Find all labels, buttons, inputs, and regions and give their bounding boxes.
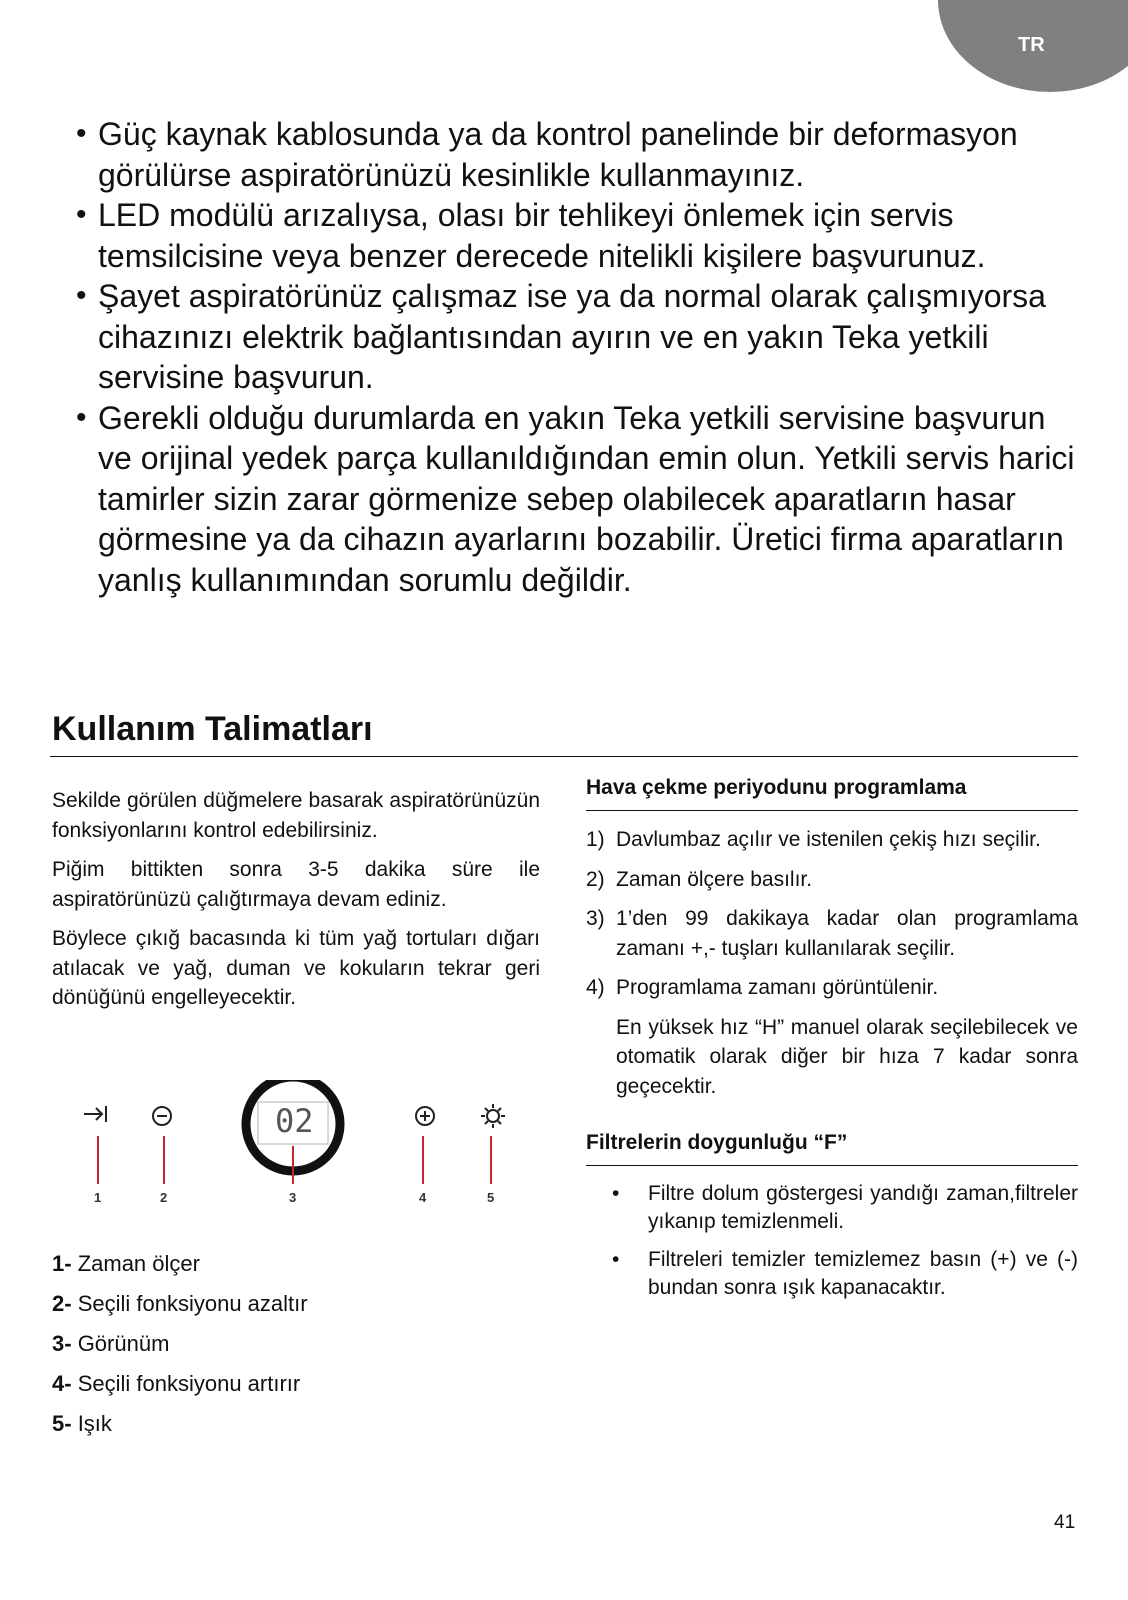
filter-item: • Filtre dolum göstergesi yandığı zaman,filtreler yıkanıp temizlenmeli. bbox=[612, 1182, 1078, 1233]
legend-item: 4- Seçili fonksiyonu artırır bbox=[52, 1371, 301, 1396]
control-number: 4 bbox=[419, 1190, 427, 1205]
display-readout: 02 bbox=[275, 1102, 314, 1140]
warning-item: • Şayet aspiratörünüz çalışmaz ise ya da normal olarak çalışmıyorsa cihazınızı elektrik bağlantısından ayırın ve en yakın Teka yetkili servisine başvurun. bbox=[76, 278, 1046, 395]
section-divider bbox=[50, 756, 1078, 757]
filter-item: • Filtreleri temizler temizlemez basın (+) ve (-) bundan sonra ışık kapanacaktır. bbox=[612, 1248, 1078, 1299]
legend-item: 5- Işık bbox=[52, 1411, 112, 1436]
instruction-paragraph: Böylece çıkığ bacasında ki tüm yağ tortuları dığarı atılacak ve yağ, duman ve kokuların tekrar geri dönüğünü engelleyecektir. bbox=[52, 927, 540, 1009]
bullet-icon: • bbox=[612, 1182, 620, 1205]
warning-item: • LED modülü arızalıysa, olası bir tehlikeyi önlemek için servis temsilcisine veya benzer derecede nitelikli kişilere başvurunuz. bbox=[76, 197, 986, 274]
control-number: 1 bbox=[94, 1190, 102, 1205]
warning-list bbox=[76, 114, 1076, 600]
plus-icon bbox=[416, 1107, 434, 1125]
legend-item: 2- Seçili fonksiyonu azaltır bbox=[52, 1291, 308, 1316]
bullet-icon: • bbox=[76, 117, 87, 150]
control-legend bbox=[52, 1244, 532, 1444]
control-number: 5 bbox=[487, 1190, 495, 1205]
control-number: 3 bbox=[289, 1190, 297, 1205]
section-title: Kullanım Talimatları bbox=[52, 710, 373, 748]
step-note: En yüksek hız “H” manuel olarak seçilebilecek ve otomatik olarak diğer bir hıza 7 kadar sonra geçecektir. bbox=[616, 1015, 1078, 1098]
filter-list bbox=[586, 1180, 1078, 1302]
instruction-paragraph: Piğim bittikten sonra 3-5 dakika süre ile aspiratörünüzü çalığtırmaya devam ediniz. bbox=[52, 858, 540, 911]
legend-item: 3- Görünüm bbox=[52, 1331, 170, 1356]
program-steps bbox=[586, 825, 1078, 1003]
control-panel-figure bbox=[70, 1080, 540, 1230]
instructions-column bbox=[52, 786, 540, 1023]
bullet-icon: • bbox=[612, 1248, 620, 1271]
bullet-icon: • bbox=[76, 198, 87, 231]
legend-item: 1- Zaman ölçer bbox=[52, 1251, 200, 1276]
warning-item: • Gerekli olduğu durumlarda en yakın Teka yetkili servisine başvurun ve orijinal yedek parça kullanıldığından emin olun. Yetkili servis harici tamirler sizin zarar görmenize sebep olabilecek aparatların hasar görmesine ya da cihazın ayarlarını bozabilir. Üretici firma aparatların yanlış kullanımından sorumlu değildir. bbox=[76, 399, 1075, 598]
bullet-icon: • bbox=[76, 279, 87, 312]
filter-title: Filtrelerin doygunluğu “F” bbox=[586, 1131, 1078, 1166]
step-item: 4) Programlama zamanı görüntülenir. bbox=[586, 976, 939, 999]
minus-icon bbox=[153, 1107, 171, 1125]
step-item: 3) 1’den 99 dakikaya kadar olan programlama zamanı +,- tuşları kullanılarak seçilir. bbox=[586, 907, 1078, 960]
timer-icon bbox=[84, 1106, 106, 1122]
step-item: 2) Zaman ölçere basılır. bbox=[586, 867, 813, 891]
control-number: 2 bbox=[160, 1190, 168, 1205]
bullet-icon: • bbox=[76, 400, 87, 434]
program-title: Hava çekme periyodunu programlama bbox=[586, 776, 1078, 811]
light-icon bbox=[481, 1104, 505, 1128]
warning-item: • Güç kaynak kablosunda ya da kontrol panelinde bir deformasyon görülürse aspiratörünüzü kesinlikle kullanmayınız. bbox=[76, 116, 1018, 193]
programming-column bbox=[586, 776, 1078, 1312]
step-item: 1) Davlumbaz açılır ve istenilen çekiş hızı seçilir. bbox=[586, 828, 1041, 851]
language-label: TR bbox=[1018, 34, 1045, 56]
page-number: 41 bbox=[1054, 1512, 1076, 1533]
instruction-paragraph: Sekilde görülen düğmelere basarak aspiratörünüzün fonksiyonlarını kontrol edebilirsiniz. bbox=[52, 789, 540, 842]
